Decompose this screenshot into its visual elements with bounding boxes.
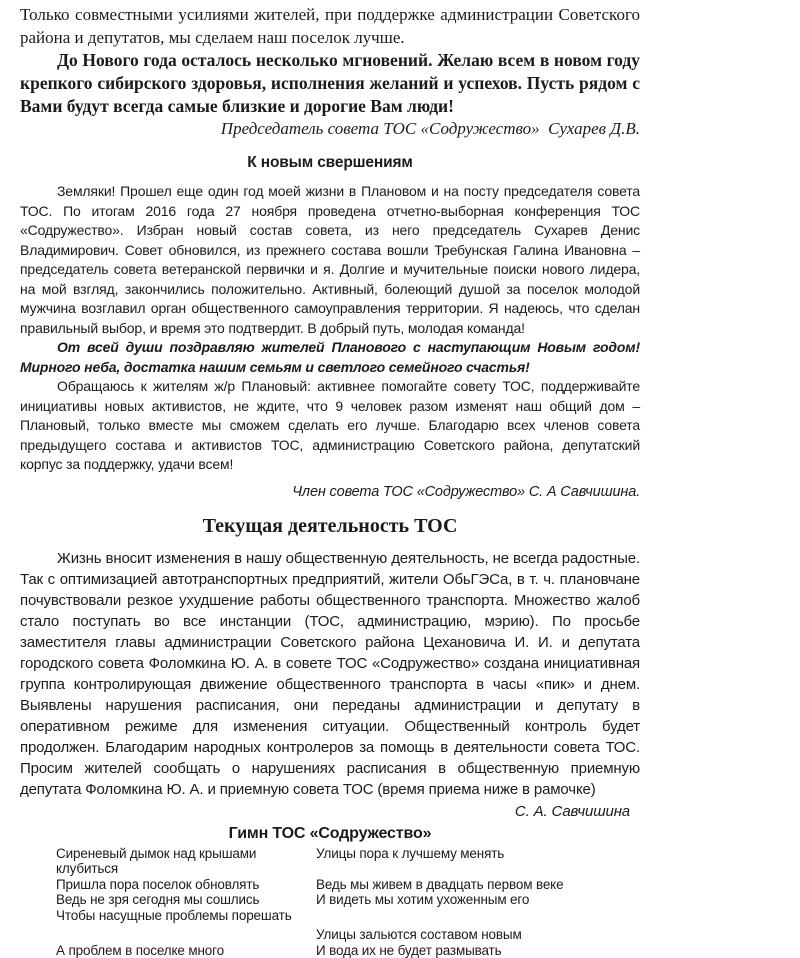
poem-row (20, 908, 640, 924)
poem-line-right (316, 908, 616, 924)
paragraph-transport-control: Жизнь вносит изменения в нашу общественную деятельность, не всегда радостные. Так с оптимизацией автотранспортных предприятий, жители ОбьГЭСа, в т. ч. плановчане почувствовали резкое ухудшение работы общественного транспорта. Множество жалоб стало поступать во все инстанции (ТОС, администрацию, мэрию). По просьбе заместителя главы администрации Советского района Цехановича И. И. и депутата городского совета Фоломкина Ю. А. в совете ТОС «Содружество» создана инициативная группа контролирующая движение общественного транспорта в часы «пик» и днем. Выявлены нарушения расписания, они переданы администрации и депутату в оперативном режиме для изменения ситуации. Общественный контроль будет продолжен. Благодарим народных контролеров за помощь в деятельности совета ТОС. Просим жителей сообщать о нарушениях расписания в общественную приемную депутата Фоломкина Ю. А. и приемную совета ТОС (время приема ниже в рамочке) (20, 548, 640, 800)
poem-row (20, 927, 640, 943)
poem-row (20, 846, 640, 877)
poem-row (20, 892, 640, 908)
signature-council-member: Член совета ТОС «Содружество» С. А Савчишина. (20, 483, 640, 502)
poem-line-left (20, 927, 316, 943)
poem-line-right: И вода их не будет размывать (316, 943, 616, 958)
poem-line-left: Чтобы насущные проблемы порешать (20, 908, 316, 924)
poem-line-left: Сиреневый дымок над крышами клубиться (20, 846, 316, 877)
paragraph-holiday-greeting: От всей души поздравляю жителей Планового с наступающим Новым годом! Мирного неба, достатка нашим семьям и светлого семейного счастья! (20, 338, 640, 377)
poem-line-right: Улицы пора к лучшему менять (316, 846, 616, 877)
paragraph-appeal-to-residents: Обращаюсь к жителям ж/р Плановый: активнее помогайте совету ТОС, поддерживайте инициативы новых активистов, не ждите, что 9 человек разом изменят наш общий дом – Плановый, только вместе мы сможем сделать его лучше. Благодарю всех членов совета предыдущего состава и активистов ТОС, администрацию Советского района, депутатский корпус за поддержку, удачи всем! (20, 377, 640, 475)
poem-line-left: Пришла пора поселок обновлять (20, 877, 316, 893)
signature-chairman: Председатель совета ТОС «Содружество» Сухарев Д.В. (20, 118, 640, 140)
signature-savchishina: С. А. Савчишина (20, 802, 640, 821)
paragraph-newyear-greeting: До Нового года осталось несколько мгновений. Желаю всем в новом году крепкого сибирского здоровья, исполнения желаний и успехов. Пусть рядом с Вами будут всегда самые близкие и дорогие Вам люди! (20, 49, 640, 118)
poem-line-right: Ведь мы живем в двадцать первом веке (316, 877, 616, 893)
poem-row (20, 877, 640, 893)
paragraph-year-review: Земляки! Прошел еще один год моей жизни в Плановом и на посту председателя совета ТОС. По итогам 2016 года 27 ноября проведена отчетно-выборная конференция ТОС «Содружество». Избран новый состав совета, из него председатель Сухарев Денис Владимирович. Совет обновился, из прежнего состава вошли Требунская Галина Ивановна – председатель совета ветеранской первички и я. Долгие и мучительные поиски нового лидера, на мой взгляд, закончились положительно. Активный, болеющий душой за поселок молодой мужчина возглавил орган общественного самоуправления территории. Я надеюсь, что сделан правильный выбор, и время это подтвердит. В добрый путь, молодая команда! (20, 182, 640, 338)
poem-line-left: Ведь не зря сегодня мы сошлись (20, 892, 316, 908)
poem-line-left: А проблем в поселке много (20, 943, 316, 958)
poem-line-right: Улицы зальются составом новым (316, 927, 616, 943)
paragraph-intro-closing: Только совместными усилиями жителей, при поддержке администрации Советского района и депутатов, мы сделаем наш поселок лучше. (20, 0, 640, 49)
anthem-poem (20, 846, 640, 958)
heading-current-activity: Текущая деятельность ТОС (20, 514, 640, 538)
text-column (20, 0, 640, 958)
heading-new-achievements: К новым свершениям (20, 154, 640, 172)
poem-line-right: И видеть мы хотим ухоженным его (316, 892, 616, 908)
poem-row (20, 943, 640, 958)
heading-anthem: Гимн ТОС «Содружество» (20, 825, 640, 843)
